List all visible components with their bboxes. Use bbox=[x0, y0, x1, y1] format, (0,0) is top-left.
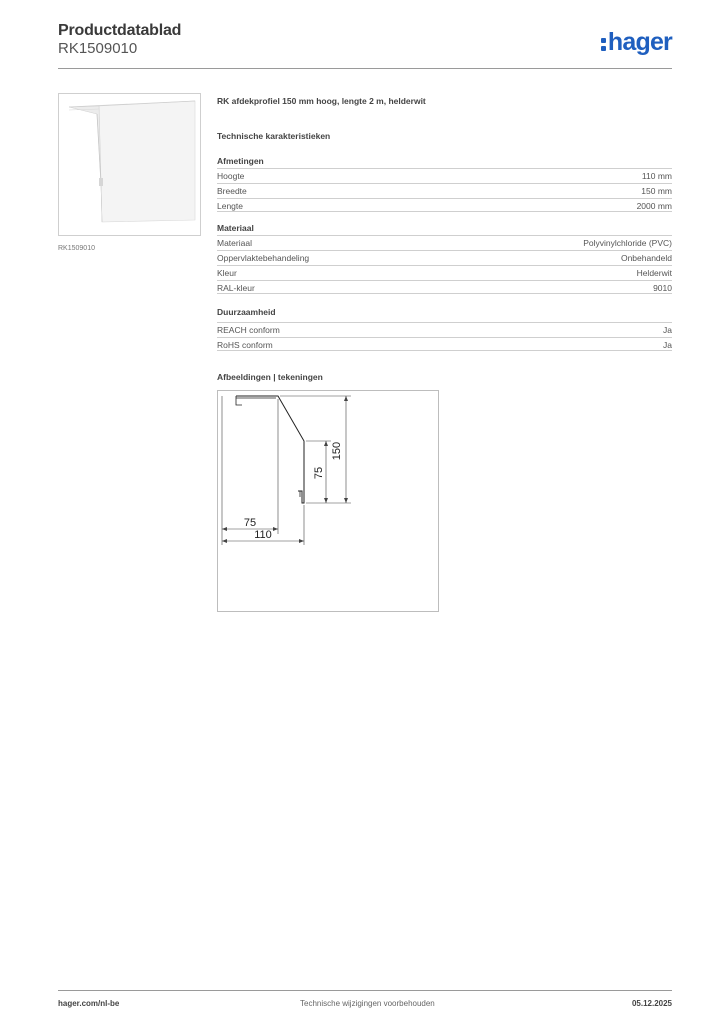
spec-label: Materiaal bbox=[217, 237, 252, 248]
footer-date: 05.12.2025 bbox=[631, 999, 672, 1008]
spec-value: Helderwit bbox=[636, 267, 672, 278]
spec-value: 2000 mm bbox=[636, 200, 672, 211]
dim-label-110: 110 bbox=[254, 529, 272, 541]
spec-value: Ja bbox=[663, 324, 672, 335]
technical-drawing bbox=[217, 390, 439, 612]
tech-heading: Technische karakteristieken bbox=[217, 131, 331, 141]
spec-label: Lengte bbox=[217, 200, 243, 211]
spec-label: RAL-kleur bbox=[217, 282, 255, 293]
logo-colon-icon bbox=[601, 35, 607, 51]
spec-label: Hoogte bbox=[217, 170, 245, 181]
product-title: RK afdekprofiel 150 mm hoog, lengte 2 m, helderwit bbox=[217, 96, 426, 106]
spec-label: Oppervlaktebehandeling bbox=[217, 252, 310, 263]
spec-row bbox=[217, 198, 672, 212]
dim-label-150: 150 bbox=[331, 441, 343, 461]
spec-row bbox=[217, 337, 672, 351]
footer-divider bbox=[58, 990, 672, 991]
spec-value: Polyvinylchloride (PVC) bbox=[583, 237, 672, 248]
photo-caption: RK1509010 bbox=[58, 245, 95, 252]
spec-value: 110 mm bbox=[641, 170, 672, 181]
spec-row bbox=[217, 265, 672, 279]
footer-website-link[interactable]: hager.com/nl-be bbox=[58, 999, 120, 1008]
spec-label: RoHS conform bbox=[217, 339, 273, 350]
spec-value: Ja bbox=[663, 339, 672, 350]
product-reference: RK1509010 bbox=[58, 40, 138, 57]
footer-notice: Technische wijzigingen voorbehouden bbox=[300, 999, 435, 1008]
section-heading-materiaal: Materiaal bbox=[217, 223, 254, 233]
cover-profile-image bbox=[59, 94, 200, 235]
spec-value: 9010 bbox=[653, 282, 672, 293]
section-heading-afmetingen: Afmetingen bbox=[217, 156, 264, 166]
logo-wordmark: hager bbox=[607, 28, 672, 56]
dim-label-75-vertical: 75 bbox=[313, 466, 325, 480]
spec-label: REACH conform bbox=[217, 324, 280, 335]
spec-value: Onbehandeld bbox=[620, 252, 672, 263]
spec-label: Breedte bbox=[217, 185, 247, 196]
profile-dimension-drawing bbox=[218, 391, 438, 611]
spec-row bbox=[217, 183, 672, 197]
document-title: Productdatablad bbox=[58, 22, 182, 39]
profile-outline bbox=[236, 396, 304, 503]
spec-row bbox=[217, 235, 672, 249]
spec-label: Kleur bbox=[217, 267, 237, 278]
spec-row bbox=[217, 168, 672, 182]
drawings-heading: Afbeeldingen | tekeningen bbox=[217, 372, 323, 382]
spec-value: 150 mm bbox=[641, 185, 672, 196]
header-divider bbox=[58, 68, 672, 69]
section-heading-duurzaamheid: Duurzaamheid bbox=[217, 307, 276, 317]
hager-logo bbox=[601, 28, 672, 56]
spec-row bbox=[217, 322, 672, 336]
spec-row bbox=[217, 280, 672, 294]
product-photo bbox=[58, 93, 201, 236]
spec-row bbox=[217, 250, 672, 264]
dim-label-75-horizontal: 75 bbox=[243, 517, 257, 529]
